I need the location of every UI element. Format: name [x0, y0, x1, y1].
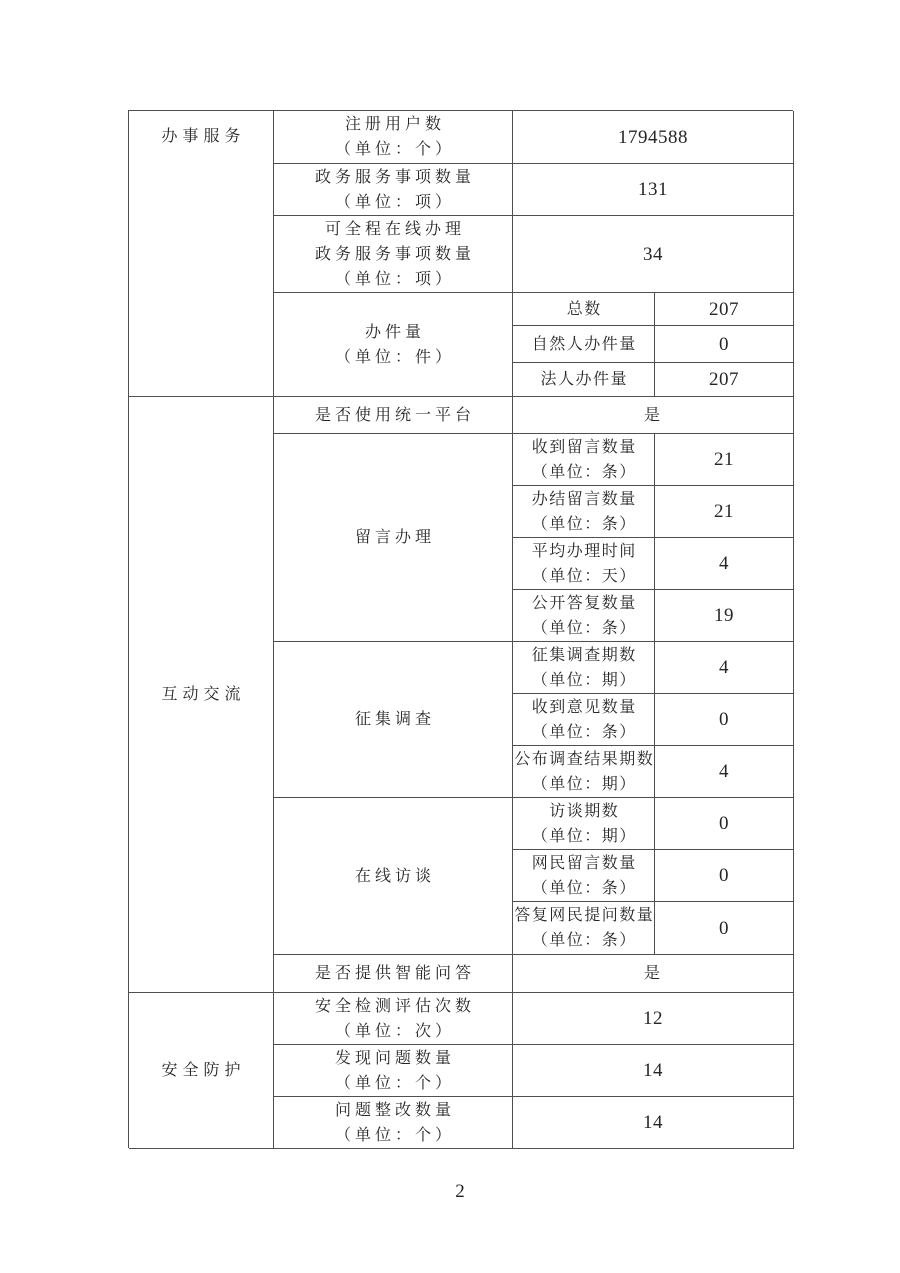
row-label-cell-text: 是否提供智能问答: [314, 965, 475, 982]
category-cell-text: 办事服务: [161, 128, 246, 145]
sub-label-cell-text: 网民留言数量: [531, 854, 637, 872]
value-cell: [655, 590, 794, 642]
row-label-cell: [274, 293, 513, 397]
category-cell-text: 安全防护: [161, 1062, 246, 1079]
row-label-cell-text: 发现问题数量: [334, 1049, 455, 1067]
sub-label-cell-text: 办结留言数量: [531, 490, 637, 508]
row-label-cell-text: （单位：次）: [334, 1022, 455, 1040]
category-cell: [129, 111, 274, 397]
value-cell-text: 4: [719, 657, 729, 678]
row-label-cell-text: （单位：个）: [334, 1074, 455, 1092]
row-label-cell: [274, 798, 513, 955]
sub-label-cell-text: （单位：条）: [531, 879, 637, 897]
value-cell: [655, 486, 794, 538]
value-cell-text: 0: [719, 865, 729, 886]
row-label-cell: [274, 955, 513, 993]
row-label-cell-text: 政务服务事项数量: [314, 168, 475, 186]
value-cell: [513, 1045, 794, 1097]
sub-label-cell: [513, 590, 655, 642]
value-cell: [513, 111, 794, 164]
row-label-cell-text: （单位：个）: [334, 1126, 455, 1144]
sub-label-cell-text: 收到意见数量: [531, 698, 637, 716]
value-cell: [655, 798, 794, 850]
row-label-cell-text: 征集调查: [354, 711, 435, 728]
sub-label-cell-text: （单位：期）: [531, 827, 637, 845]
value-cell: [513, 1097, 794, 1149]
sub-label-cell-text: 公开答复数量: [531, 594, 637, 612]
value-cell: [655, 746, 794, 798]
value-cell-text: 14: [643, 1112, 663, 1133]
value-cell: [513, 397, 794, 434]
sub-label-cell-text: 总数: [566, 300, 602, 318]
value-cell: [655, 363, 794, 397]
row-label-cell: [274, 1045, 513, 1097]
row-label-cell: [274, 434, 513, 642]
value-cell: [655, 326, 794, 363]
sub-label-cell: [513, 746, 655, 798]
sub-label-cell-text: （单位：期）: [531, 671, 637, 689]
page-number: 2: [455, 1181, 465, 1202]
sub-label-cell: [513, 363, 655, 397]
value-cell-text: 4: [719, 553, 729, 574]
value-cell: [655, 538, 794, 590]
value-cell: [655, 902, 794, 955]
value-cell: [513, 164, 794, 216]
value-cell-text: 21: [714, 449, 734, 470]
sub-label-cell: [513, 538, 655, 590]
value-cell-text: 0: [719, 917, 729, 939]
sub-label-cell-text: 答复网民提问数量: [514, 907, 655, 924]
row-label-cell-text: （单位：项）: [334, 270, 455, 288]
value-cell: [513, 993, 794, 1045]
row-label-cell-text: 可全程在线办理: [324, 220, 465, 238]
sub-label-cell-text: （单位：条）: [531, 619, 637, 637]
row-label-cell-text: 在线访谈: [354, 867, 435, 885]
value-cell-text: 21: [714, 501, 734, 522]
row-label-cell: [274, 642, 513, 798]
row-label-cell: [274, 993, 513, 1045]
row-label-cell-text: 办件量: [364, 323, 425, 341]
value-cell-text: 12: [643, 1008, 663, 1029]
sub-label-cell-text: （单位：天）: [531, 567, 637, 585]
sub-label-cell: [513, 293, 655, 326]
sub-label-cell: [513, 902, 655, 955]
value-cell-text: 4: [719, 761, 729, 782]
value-cell: [655, 694, 794, 746]
sub-label-cell-text: （单位：条）: [531, 463, 637, 481]
category-cell: [129, 993, 274, 1149]
value-cell-text: 0: [719, 709, 729, 730]
sub-label-cell-text: 法人办件量: [540, 371, 628, 388]
row-label-cell-text: 政务服务事项数量: [314, 245, 475, 263]
row-label-cell: [274, 164, 513, 216]
sub-label-cell-text: 征集调查期数: [531, 646, 637, 664]
row-label-cell-text: 留言办理: [354, 529, 435, 546]
value-cell: [655, 642, 794, 694]
report-table: [128, 110, 793, 1148]
value-cell: [513, 216, 794, 293]
row-label-cell-text: 问题整改数量: [334, 1101, 455, 1119]
value-cell-text: 14: [643, 1060, 663, 1081]
row-label-cell-text: 是否使用统一平台: [314, 406, 475, 424]
row-label-cell: [274, 1097, 513, 1149]
value-cell-text: 207: [709, 369, 739, 390]
sub-label-cell: [513, 694, 655, 746]
sub-label-cell-text: 公布调查结果期数: [514, 750, 655, 768]
sub-label-cell-text: （单位：条）: [531, 723, 637, 741]
value-cell-text: 1794588: [618, 126, 688, 148]
sub-label-cell: [513, 486, 655, 538]
value-cell: [655, 293, 794, 326]
category-cell-text: 互动交流: [161, 686, 246, 703]
sub-label-cell-text: 平均办理时间: [531, 542, 637, 560]
sub-label-cell: [513, 798, 655, 850]
value-cell-text: 是: [643, 406, 662, 424]
sub-label-cell-text: 访谈期数: [549, 802, 620, 820]
value-cell: [655, 850, 794, 902]
sub-label-cell-text: （单位：条）: [531, 932, 637, 949]
sub-label-cell: [513, 326, 655, 363]
value-cell-text: 207: [709, 298, 739, 320]
value-cell-text: 是: [643, 965, 662, 982]
category-cell: [129, 397, 274, 993]
sub-label-cell: [513, 850, 655, 902]
value-cell-text: 131: [638, 179, 668, 200]
value-cell-text: 19: [714, 605, 734, 626]
sub-label-cell-text: （单位：期）: [531, 775, 637, 793]
row-label-cell-text: （单位：件）: [334, 348, 455, 366]
row-label-cell: [274, 111, 513, 164]
sub-label-cell: [513, 434, 655, 486]
sub-label-cell: [513, 642, 655, 694]
sub-label-cell-text: 自然人办件量: [531, 335, 637, 353]
sub-label-cell-text: （单位：条）: [531, 515, 637, 533]
row-label-cell-text: （单位：项）: [334, 193, 455, 211]
value-cell-text: 34: [643, 243, 663, 265]
value-cell: [655, 434, 794, 486]
value-cell-text: 0: [719, 813, 729, 834]
value-cell: [513, 955, 794, 993]
row-label-cell-text: 安全检测评估次数: [314, 997, 475, 1015]
row-label-cell-text: 注册用户数: [344, 116, 445, 133]
row-label-cell: [274, 216, 513, 293]
value-cell-text: 0: [719, 333, 729, 355]
sub-label-cell-text: 收到留言数量: [531, 438, 637, 456]
row-label-cell: [274, 397, 513, 434]
row-label-cell-text: （单位：个）: [334, 141, 455, 158]
